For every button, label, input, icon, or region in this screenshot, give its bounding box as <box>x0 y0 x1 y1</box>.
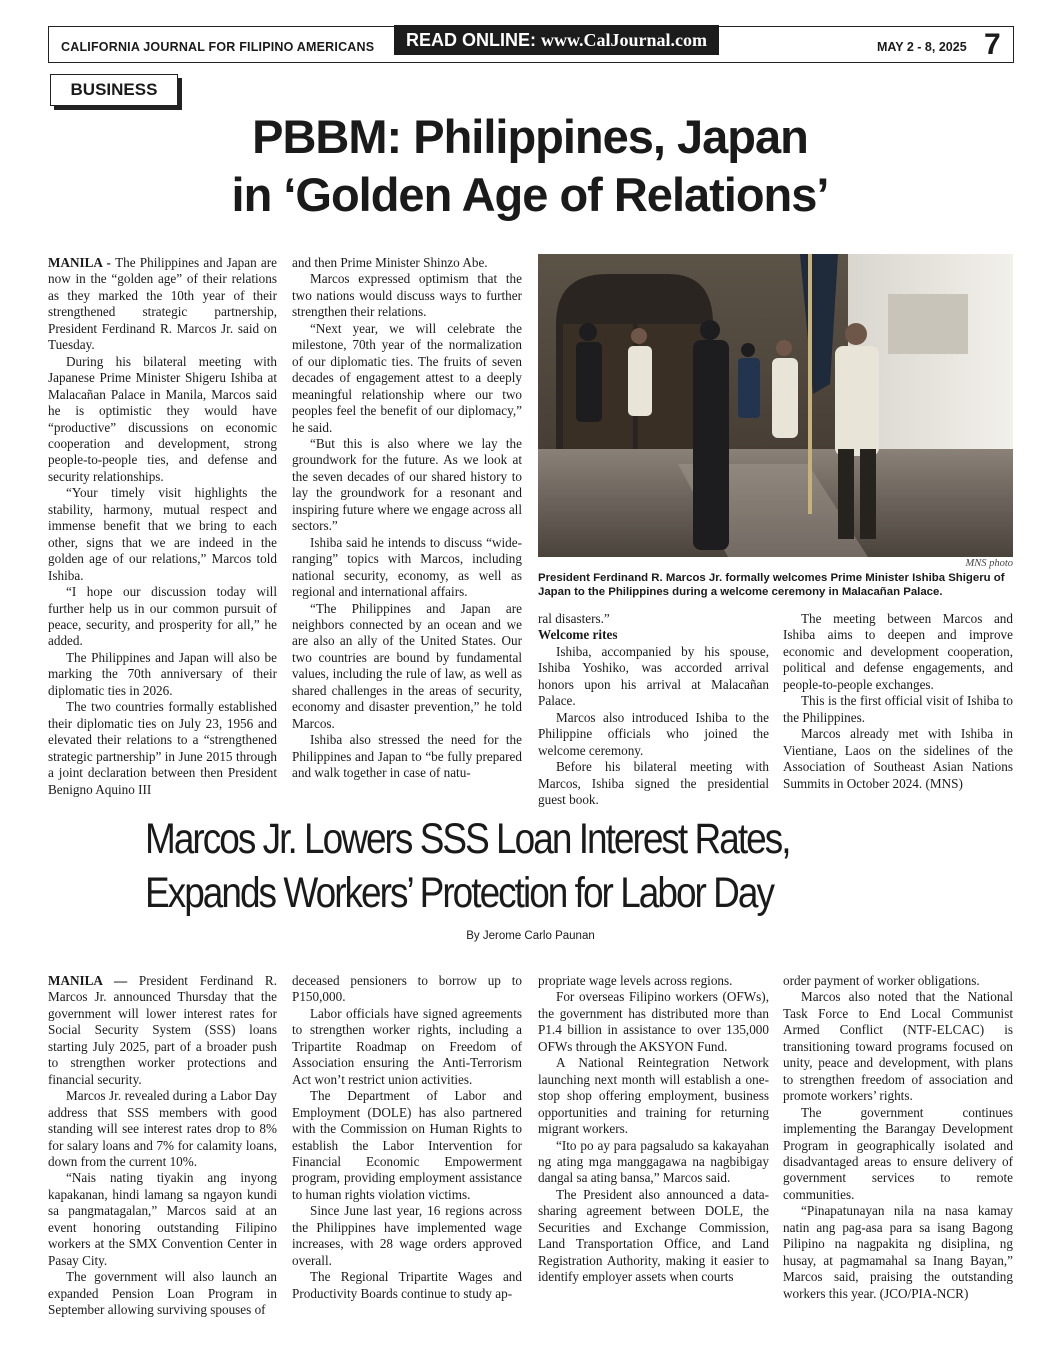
paragraph: “Nais nating tiyakin ang inyong kapakanan, hindi lamang sa ngayon kundi sa pangmatagalan,” Marcos said at an event honoring outstanding Filipino workers at the SMX Convention Center in Pasay City. <box>48 1170 277 1268</box>
section-label: BUSINESS <box>50 74 178 106</box>
photo-illustration <box>538 254 1013 557</box>
paragraph: Ishiba said he intends to discuss “wide-ranging” topics with Marcos, including national security, economy, as well as regional and international affairs. <box>292 534 522 600</box>
paragraph: The Regional Tripartite Wages and Productivity Boards continue to study ap- <box>292 1269 522 1301</box>
paragraph: This is the first official visit of Ishiba to the Philippines. <box>783 693 1013 725</box>
paragraph: “Pinapatunayan nila na nasa kamay natin ang pag-asa para sa isang Bagong Pilipino na nagpakita ng disiplina, ng husay, at pagmamahal sa Inang Bayan,” Marcos said, praising the outstanding workers this year. (JCO/PIA-NCR) <box>783 1203 1013 1301</box>
paragraph: The President also announced a data-sharing agreement between DOLE, the Securities and Exchange Commission, Land Transportation Office, and Land Registration Authority, making it easier to identify employer assets when courts <box>538 1186 769 1285</box>
paragraph: and then Prime Minister Shinzo Abe. <box>292 255 488 270</box>
dateline: MANILA — <box>48 973 139 988</box>
dateline: MANILA - <box>48 255 116 270</box>
paragraph: The Philippines and Japan will also be marking the 70th anniversary of their diplomatic ties in 2026. <box>48 649 277 698</box>
article1-headline-line1: PBBM: Philippines, Japan <box>252 110 808 163</box>
paragraph: Labor officials have signed agreements to strengthen worker rights, including a Tripartite Roadmap on Freedom of Association ensuring the Anti-Terrorism Act won’t restrict union activities. <box>292 1005 522 1087</box>
paragraph: The meeting between Marcos and Ishiba aims to deepen and improve economic and development cooperation, political and defense engagements, and people-to-people exchanges. <box>783 611 1013 692</box>
paragraph: “I hope our discussion today will further help us in our common pursuit of peace, security, and prosperity for all,” he added. <box>48 584 277 649</box>
paragraph: The two countries formally established their diplomatic ties on July 23, 1956 and elevated their relations to a “strengthened strategic partnership” in June 2015 through a joint declaration between then President Benigno Aquino III <box>48 699 277 797</box>
paragraph: “Next year, we will celebrate the milestone, 70th year of the normalization of our diplomatic ties. The fruits of seven decades of engagement attest to a deeply meaningful relationship where our two peoples feel the benefit of our diplomacy,” he said. <box>292 320 522 435</box>
article2-column-1 <box>48 973 277 1319</box>
welcome-ceremony-photo <box>538 254 1013 557</box>
byline: By Jerome Carlo Paunan <box>466 930 595 942</box>
article1-headline-line2: in ‘Golden Age of Relations’ <box>231 168 829 221</box>
article2-column-4 <box>783 973 1013 1302</box>
paragraph: Ishiba, accompanied by his spouse, Ishiba Yoshiko, was accorded arrival honors upon his arrival at Malacañan Palace. <box>538 643 769 709</box>
paragraph: Marcos expressed optimism that the two nations would discuss ways to further strengthen their relations. <box>292 271 522 320</box>
paragraph: Marcos already met with Ishiba in Vientiane, Laos on the sidelines of the Association of Southeast Asian Nations Summits in October 2024. (MNS) <box>783 726 1013 791</box>
paragraph: The Department of Labor and Employment (DOLE) has also partnered with the Commission on Human Rights to establish the Labor Intervention for Financial Economic Empowerment program, providing employment assistance to human rights violation victims. <box>292 1088 522 1202</box>
photo-credit: MNS photo <box>965 558 1013 569</box>
paragraph: ral disasters.” <box>538 611 610 626</box>
article2-headline-line2: Expands Workers’ Protection for Labor Day <box>145 869 774 917</box>
paragraph: A National Reintegration Network launching next month will establish a one-stop shop offering employment, business opportunities and training for returning migrant workers. <box>538 1055 769 1137</box>
read-online-banner[interactable] <box>394 25 719 55</box>
paragraph: “The Philippines and Japan are neighbors connected by an ocean and we are also an ally of the United States. Our two countries are bound by fundamental values, including the rule of law, as well as shared challenges in the areas of security, economy and disaster prevention,” he told Marcos. <box>292 600 522 731</box>
website-link[interactable]: www.CalJournal.com <box>541 30 707 50</box>
paragraph: Marcos Jr. revealed during a Labor Day address that SSS members with good standing will see interest rates drop to 8% for salary loans and 7% for calamity loans, down from the current 10%. <box>48 1088 277 1169</box>
photo-caption: President Ferdinand R. Marcos Jr. formally welcomes Prime Minister Ishiba Shigeru of Japan to the Philippines during a welcome ceremony in Malacañan Palace. <box>538 572 1005 598</box>
paragraph: MANILA — President Ferdinand R. Marcos Jr. announced Thursday that the government will lower interest rates for Social Security System (SSS) loans starting July 2025, part of a broader push to strengthen worker protections and financial security. <box>48 973 277 1087</box>
subheading-welcome-rites: Welcome rites <box>538 627 618 643</box>
article1-headline <box>130 108 930 224</box>
article2-column-2 <box>292 973 522 1302</box>
paragraph: deceased pensioners to borrow up to P150,000. <box>292 973 522 1005</box>
paragraph: The government continues implementing the Barangay Development Program in geographically isolated and disadvantaged areas to ensure delivery of government services to remote communities. <box>783 1104 1013 1202</box>
article2-headline-line1: Marcos Jr. Lowers SSS Loan Interest Rates, <box>145 815 790 863</box>
article1-column-3 <box>538 611 769 808</box>
paragraph: Ishiba also stressed the need for the Philippines and Japan to “be fully prepared and walk together in case of natu- <box>292 732 522 781</box>
paragraph: order payment of worker obligations. <box>783 973 980 988</box>
article2-column-3 <box>538 973 769 1286</box>
paragraph: The government will also launch an expanded Pension Loan Program in September allowing surviving spouses of <box>48 1269 277 1318</box>
paragraph: propriate wage levels across regions. <box>538 973 733 988</box>
article1-column-4 <box>783 611 1013 792</box>
paragraph: MANILA - The Philippines and Japan are now in the “golden age” of their relations as they marked the 10th year of their strengthened strategic partnership, President Ferdinand R. Marcos Jr. said on Tuesday. <box>48 255 277 353</box>
paragraph: Since June last year, 16 regions across the Philippines have implemented wage increases, with 28 wage orders approved overall. <box>292 1203 522 1268</box>
paragraph: “Your timely visit highlights the stability, harmony, mutual respect and immense benefit that we bring to each other, signs that we are indeed in the golden age of our relations,” Marcos told Ishiba. <box>48 485 277 583</box>
paper-name: CALIFORNIA JOURNAL FOR FILIPINO AMERICANS <box>61 40 375 54</box>
paragraph: Marcos also noted that the National Task Force to End Local Communist Armed Conflict (NTF-ELCAC) is transitioning toward programs focused on unity, peace and development, with plans to strengthen freedom of association and promote workers’ rights. <box>783 989 1013 1104</box>
paragraph: “But this is also where we lay the groundwork for the future. As we look at the seven decades of our shared history to lay the groundwork for a resonant and inspiring future where we engage across all sectors.” <box>292 435 522 534</box>
paragraph: Before his bilateral meeting with Marcos, Ishiba signed the presidential guest book. <box>538 759 769 807</box>
article1-column-1 <box>48 255 277 798</box>
paragraph: “Ito po ay para pagsaludo sa kakayahan ng ating mga manggagawa na nagbibigay dangal sa ating bansa,” Marcos said. <box>538 1137 769 1186</box>
paragraph: For overseas Filipino workers (OFWs), the government has distributed more than P1.4 billion in assistance to over 135,000 OFWs through the AKSYON Fund. <box>538 989 769 1054</box>
article1-column-2 <box>292 255 522 782</box>
paragraph: Marcos also introduced Ishiba to the Philippine officials who joined the welcome ceremony. <box>538 709 769 758</box>
masthead <box>48 26 1014 63</box>
page-number: 7 <box>984 28 1001 61</box>
article2-headline <box>145 812 833 920</box>
read-online-label: READ ONLINE: <box>406 30 541 50</box>
paragraph: During his bilateral meeting with Japanese Prime Minister Shigeru Ishiba at Malacañan Palace in Manila, Marcos said he is optimistic they would have “productive” discussions on economic cooperation and development, strong people-to-people ties, and defense and security relationships. <box>48 353 277 484</box>
issue-date: MAY 2 - 8, 2025 <box>877 40 967 54</box>
